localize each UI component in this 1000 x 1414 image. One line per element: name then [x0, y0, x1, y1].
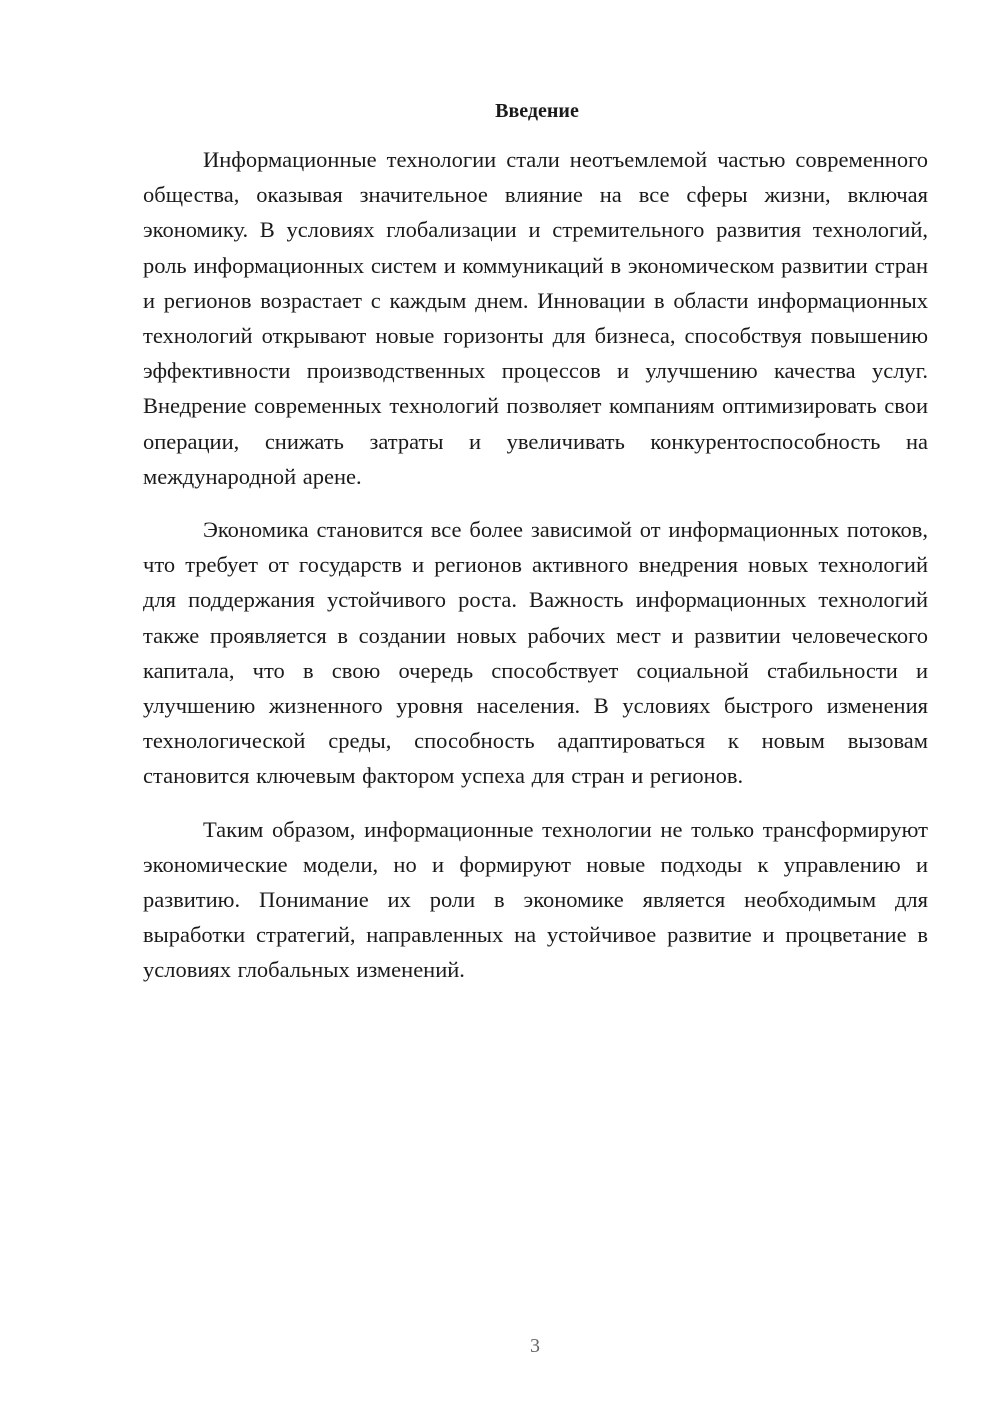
paragraph-2: Экономика становится все более зависимой от информационных потоков, что требует от государств и регионов активного внедрения новых технологий для поддержания устойчивого роста. Важность информационных технологий также проявляется в создании новых рабочих мест и развитии человеческого капитала, что в свою очередь способствует социальной стабильности и улучшению жизненного уровня населения. В условиях быстрого изменения технологической среды, способность адаптироваться к новым вызовам становится ключевым фактором успеха для стран и регионов.	[143, 517, 928, 789]
paragraph-3: Таким образом, информационные технологии не только трансформируют экономические модели, но и формируют новые подходы к управлению и развитию. Понимание их роли в экономике является необходимым для выработки стратегий, направленных на устойчивое развитие и процветание в условиях глобальных изменений.	[143, 816, 928, 983]
section-title: Введение	[495, 100, 579, 122]
page-number: 3	[530, 1335, 540, 1357]
page-content	[143, 94, 928, 988]
paragraph-1: Информационные технологии стали неотъемлемой частью современного общества, оказывая значительное влияние на все сферы жизни, включая экономику. В условиях глобализации и стремительного развития технологий, роль информационных систем и коммуникаций в экономическом развитии стран и регионов возрастает с каждым днем. Инновации в области информационных технологий открывают новые горизонты для бизнеса, способствуя повышению эффективности производственных процессов и улучшению качества услуг. Внедрение современных технологий позволяет компаниям оптимизировать свои операции, снижать затраты и увеличивать конкурентоспособность на международной арене.	[143, 147, 928, 489]
